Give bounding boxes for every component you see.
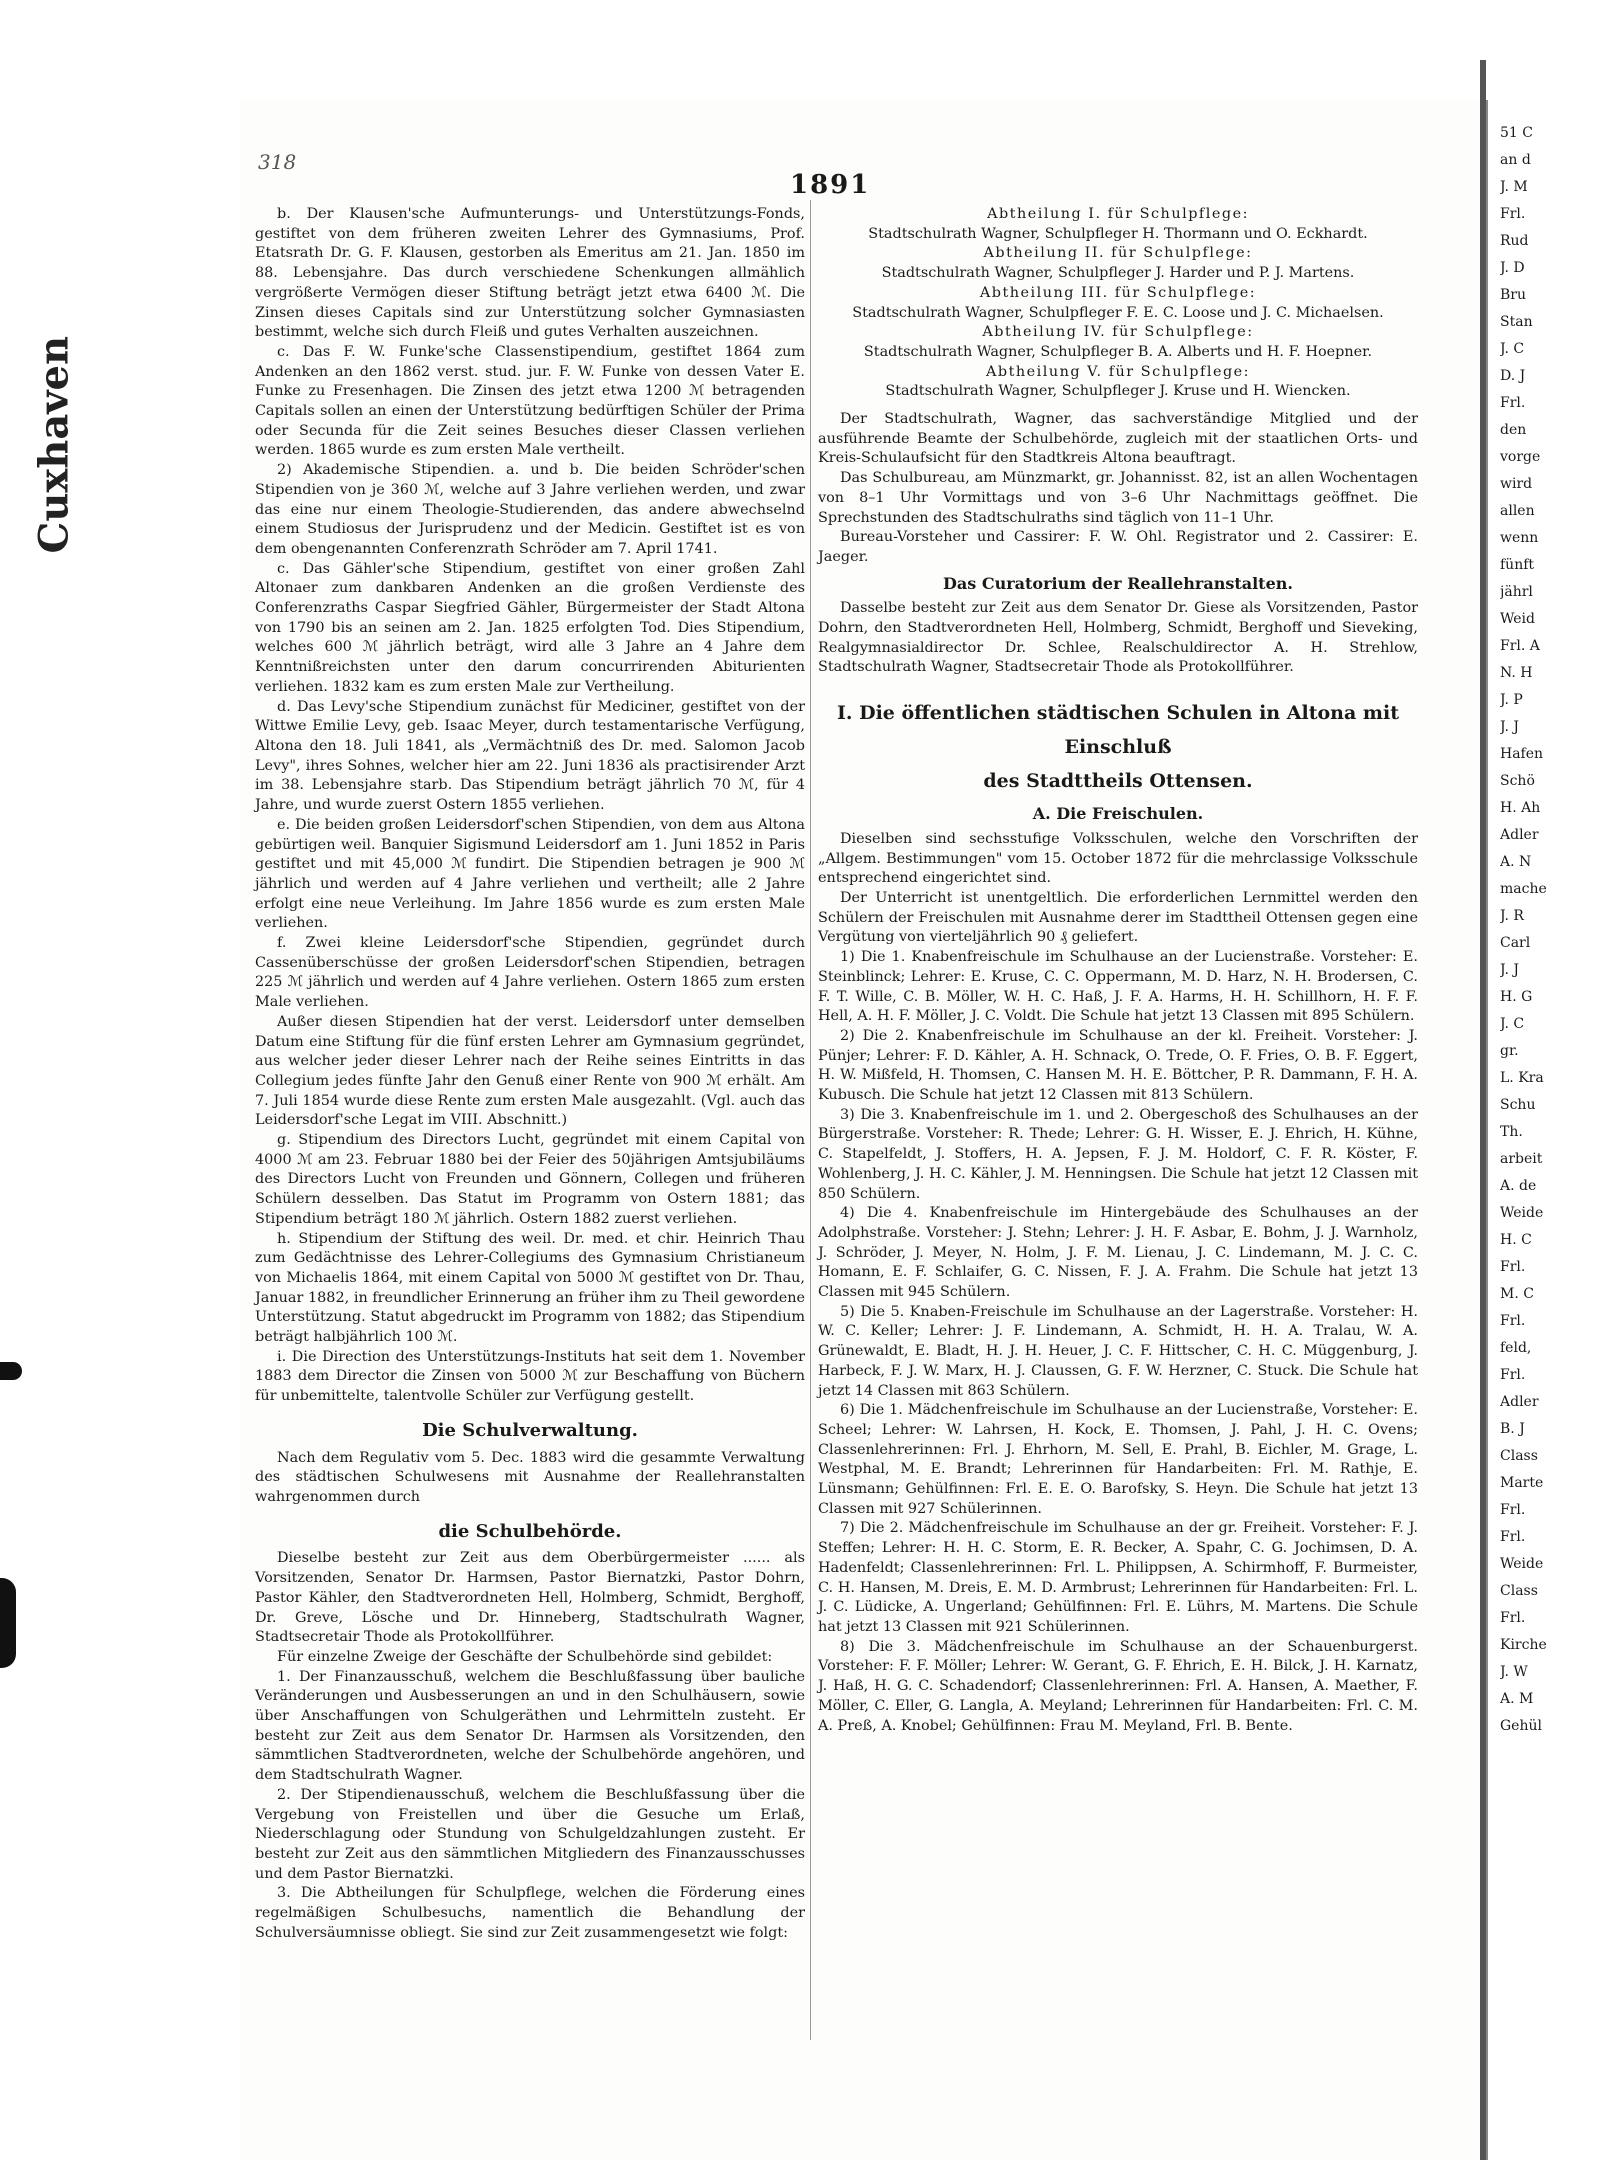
next-page-line: Hafen xyxy=(1500,746,1544,762)
next-page-line: A. de xyxy=(1500,1178,1537,1194)
next-page-line: Bru xyxy=(1500,287,1526,303)
next-page-line: H. Ah xyxy=(1500,800,1541,816)
next-page-line: mache xyxy=(1500,881,1547,897)
abtheilung-title: Abtheilung V. für Schulpflege: xyxy=(985,363,1251,380)
schulverwaltung-intro: Nach dem Regulativ vom 5. Dec. 1883 wird die gesammte Verwaltung des städtischen Schulwesens mit Ausnahme der Reallehranstalten wahrgenommen durch xyxy=(255,1449,805,1505)
paragraph: Dieselben sind sechsstufige Volksschulen, welche den Vorschriften der „Allgem. Bestimmungen" vom 15. October 1872 für die mehrclassige Volksschule entsprechend eingerichtet sind. xyxy=(818,830,1418,887)
paragraph: c. Das Gähler'sche Stipendium, gestiftet von einer großen Zahl Altonaer zum dankbaren Andenken an die großen Verdienste des Conferenzraths Caspar Siegfried Gähler, Bürgermeister der Stadt Altona von 1790 bis an seinen am 2. Jan. 1825 erfolgten Tod. Dies Stipendium, welches 600 ℳ jährlich beträgt, wird alle 3 Jahre an 4 Jahre dem Kenntnißreichsten unter den darum concurrirenden Abiturienten verliehen. 1832 kam es zum ersten Male zur Vertheilung. xyxy=(255,560,805,695)
next-page-line: feld, xyxy=(1500,1340,1532,1356)
next-page-line: L. Kra xyxy=(1500,1070,1544,1086)
section-heading-line2: des Stadttheils Ottensen. xyxy=(983,770,1253,793)
abtheilung-title: Abtheilung I. für Schulpflege: xyxy=(987,206,1249,222)
next-page-line: H. C xyxy=(1500,1232,1532,1248)
paragraph: e. Die beiden großen Leidersdorf'schen Stipendien, von dem aus Altona gebürtigen weil. Banquier Sigismund Leidersdorf am 1. Juni 1852 in Paris gestiftet und mit 45,000 ℳ fundirt. Die Stipendien betragen je 900 ℳ jährlich und werden auf 4 Jahre verliehen und vertheilt; alle 2 Jahre erfolgt eine neue Verleihung. Im Jahre 1856 wurde es zum ersten Male verliehen. xyxy=(255,816,805,932)
next-page-line: J. R xyxy=(1500,908,1524,924)
paragraph: h. Stipendium der Stiftung des weil. Dr. med. et chir. Heinrich Thau zum Gedächtnisse des Lehrer-Collegiums des Gymnasium Christianeum von Michaelis 1864, mit einem Capital von 5000 ℳ gestiftet von Dr. Thau, Januar 1882, in freundlicher Erinnerung an früher ihm zu Theil gewordene Unterstützung. Statut abgedruckt im Programm von 1882; das Stipendium beträgt halbjährlich 100 ℳ. xyxy=(255,1230,805,1346)
next-page-line: Frl. xyxy=(1500,206,1526,222)
paragraph: Der Unterricht ist unentgeltlich. Die erforderlichen Lernmittel werden den Schülern der Freischulen mit Ausnahme derer im Stadttheil Ottensen gegen eine Vergütung von vierteljährlich 90 ₰ geliefert. xyxy=(818,889,1418,946)
right-column xyxy=(818,205,1418,1736)
next-page-line: jährl xyxy=(1500,584,1533,600)
next-page-line: Weid xyxy=(1500,611,1535,627)
paragraph: b. Der Klausen'sche Aufmunterungs- und Unterstützungs-Fonds, gestiftet von dem früheren zweiten Lehrer des Gymnasiums, Prof. Etatsrath Dr. G. F. Klausen, gestorben als Emeritus am 21. Jan. 1850 im 88. Lebensjahre. Das durch verschiedene Schenkungen allmählich vergrößerte Vermögen dieser Stiftung beträgt jetzt etwa 6400 ℳ. Die Zinsen dieses Capitals sind zur Unterstützung solcher Gymnasiasten bestimmt, welche sich durch Fleiß und gutes Verhalten auszeichnen. xyxy=(255,206,805,341)
next-page-line: wird xyxy=(1500,476,1533,492)
next-page-line: wenn xyxy=(1500,530,1539,546)
paragraph: 2. Der Stipendienausschuß, welchem die Beschlußfassung über die Vergebung von Freistellen und über die Gesuche um Erlaß, Niederschlagung oder Stundung von Schulgeldzahlungen zusteht. Er besteht zur Zeit aus den sämmtlichen Mitgliedern des Finanzausschusses und dem Pastor Biernatzki. xyxy=(255,1786,805,1882)
next-page-line: J. C xyxy=(1500,1016,1525,1032)
next-page-line: Kirche xyxy=(1500,1637,1547,1653)
next-page-line: Carl xyxy=(1500,935,1531,951)
next-page-line: Frl. A xyxy=(1500,638,1540,654)
next-page-line: Frl. xyxy=(1500,395,1526,411)
next-page-line: Frl. xyxy=(1500,1610,1526,1626)
next-page-line: J. J xyxy=(1500,962,1520,978)
left-column xyxy=(255,205,805,1943)
next-page-line: Frl. xyxy=(1500,1367,1526,1383)
paragraph: d. Das Levy'sche Stipendium zunächst für Mediciner, gestiftet von der Wittwe Emilie Levy, geb. Isaac Meyer, durch testamentarische Verfügung, Altona den 18. Juli 1841, als „Vermächtniß des Dr. med. Salomon Jacob Levy", ihres Sohnes, welcher hier am 22. Juni 1836 als practisirender Arzt im 38. Lebensjahre starb. Das Stipendium beträgt jährlich 70 ℳ, für 4 Jahre, und wurde zuerst Ostern 1855 verliehen. xyxy=(255,698,805,814)
next-page-line: 51 C xyxy=(1500,125,1533,141)
next-page-line: Schö xyxy=(1500,773,1535,789)
next-page-line: den xyxy=(1500,422,1527,438)
abtheilung-members: Stadtschulrath Wagner, Schulpfleger B. A. Alberts und H. F. Hoepner. xyxy=(863,343,1373,360)
page-year-heading: 1891 xyxy=(790,170,871,200)
school-entry: 2) Die 2. Knabenfreischule im Schulhause an der kl. Freiheit. Vorsteher: J. Pünjer; Lehrer: F. D. Kähler, A. H. Schnack, O. Trede, O. F. Fries, O. B. F. Eggert, H. W. Mißfeld, H. Thomsen, C. Hansen M. H. E. Böttcher, P. R. Dammann, F. H. A. Kubusch. Die Schule hat jetzt 12 Classen mit 813 Schülern. xyxy=(818,1027,1418,1104)
schulbehoerde-heading: die Schulbehörde. xyxy=(438,1520,622,1542)
paragraph: 2) Akademische Stipendien. a. und b. Die beiden Schröder'schen Stipendien von je 360 ℳ, welche auf 3 Jahre verliehen werden, und zwar das eine nur einem Theologie-Studierenden, das andere abwechselnd einem Studiosus der Jurisprudenz und der Medicin. Gestiftet ist es von dem obengenannten Conferenzrath Schröder am 7. April 1741. xyxy=(255,462,805,557)
next-page-line: A. M xyxy=(1500,1691,1534,1707)
next-page-line: Frl. xyxy=(1500,1502,1526,1518)
next-page-line: Class xyxy=(1500,1583,1538,1599)
next-page-line: Adler xyxy=(1500,827,1539,843)
next-page-line: Marte xyxy=(1500,1475,1544,1491)
paragraph: Der Stadtschulrath, Wagner, das sachverständige Mitglied und der ausführende Beamte der Schulbehörde, zugleich mit der staatlichen Orts- und Kreis-Schulaufsicht für den Stadtkreis Altona beauftragt. xyxy=(818,411,1418,467)
paragraph: 1. Der Finanzausschuß, welchem die Beschlußfassung über bauliche Veränderungen und Ausbesserungen an und in den Schulhäusern, sowie über Anschaffungen von Schulgeräthen und Lehrmitteln zusteht. Er besteht zur Zeit aus dem Senator Dr. Harmsen als Vorsitzenden, den sämmtlichen Stadtverordneten, welche der Schulbehörde angehören, und dem Stadtschulrath Wagner. xyxy=(255,1668,805,1784)
next-page-line: arbeit xyxy=(1500,1151,1543,1167)
next-page-line: J. M xyxy=(1500,179,1528,195)
school-entry: 6) Die 1. Mädchenfreischule im Schulhause an der Lucienstraße, Vorsteher: E. Scheel; Lehrer: W. Lahrsen, H. Kock, E. Thomsen, J. Pahl, J. H. C. Ovens; Classenlehrerinnen: Frl. J. Ehrhorn, M. Sell, E. Prahl, B. Eichler, M. Grage, L. Westphal, M. E. Brandt; Lehrerinnen für Handarbeiten: Frl. M. Rathje, E. Lünsmann; Gehülfinnen: Frl. E. E. O. Barofsky, S. Heyn. Die Schule hat jetzt 13 Classen mit 927 Schülerinnen. xyxy=(818,1402,1418,1517)
paragraph: 3. Die Abtheilungen für Schulpflege, welchen die Förderung eines regelmäßigen Schulbesuchs, namentlich die Behandlung der Schulversäumnisse obliegt. Sie sind zur Zeit zusammengesetzt wie folgt: xyxy=(255,1885,805,1941)
next-page-line: H. G xyxy=(1500,989,1533,1005)
next-page-line: Frl. xyxy=(1500,1313,1526,1329)
next-page-line: Schu xyxy=(1500,1097,1536,1113)
school-entry: 4) Die 4. Knabenfreischule im Hintergebäude des Schulhauses an der Adolphstraße. Vorsteher: J. Stehn; Lehrer: J. H. F. Asbar, E. Bohm, J. J. Warnholz, J. Schröder, J. Meyer, N. Holm, J. F. M. Lienau, J. C. Lindemann, M. J. C. C. Homann, E. F. Schlaifer, G. C. Nissen, F. J. A. Frahm. Die Schule hat jetzt 13 Classen mit 945 Schülern. xyxy=(818,1205,1418,1301)
strip-label: Cuxhaven xyxy=(30,335,78,554)
next-page-line: N. H xyxy=(1500,665,1533,681)
schulverwaltung-heading: Die Schulverwaltung. xyxy=(422,1419,638,1441)
next-page-line: Frl. xyxy=(1500,1259,1526,1275)
paragraph: Dieselbe besteht zur Zeit aus dem Oberbürgermeister ...... als Vorsitzenden, Senator Dr. Harmsen, Pastor Biernatzki, Pastor Dohrn, Pastor Kähler, den Stadtverordneten Hell, Holmberg, Schmidt, Berghoff, Dr. Greve, Lösche und Dr. Hinneberg, Stadtschulrath Wagner, Stadtsecretair Thode als Protokollführer. xyxy=(255,1550,805,1646)
paragraph: f. Zwei kleine Leidersdorf'sche Stipendien, gegründet durch Cassenüberschüsse der großen Leidersdorf'schen Stipendien, betragen 225 ℳ jährlich und werden auf 4 Jahre verliehen. Ostern 1865 zum ersten Male verliehen. xyxy=(255,935,805,1011)
next-page-line: J. C xyxy=(1500,341,1525,357)
next-page-line: vorge xyxy=(1500,449,1541,465)
school-entry: 8) Die 3. Mädchenfreischule im Schulhause an der Schauenburgerst. Vorsteher: F. F. Möller; Lehrer: W. Gerant, G. F. Ehrich, E. H. Bilck, J. H. Karnatz, J. Haß, H. G. C. Schadendorf; Classenlehrerinnen: Frl. A. Hansen, A. Maether, F. Möller, C. Eller, G. Langla, A. Meyland; Lehrerinnen für Handarbeiten: Frl. C. M. A. Preß, A. Knobel; Gehülfinnen: Frau M. Meyland, Frl. B. Bente. xyxy=(818,1638,1418,1734)
next-page-line: A. N xyxy=(1500,854,1532,870)
next-page-line: J. D xyxy=(1500,260,1525,276)
next-page-line: an d xyxy=(1500,152,1531,168)
scan-mark-large xyxy=(0,1578,16,1668)
page-number: 318 xyxy=(258,150,297,174)
freischulen-heading: A. Die Freischulen. xyxy=(1032,804,1204,824)
school-entry: 1) Die 1. Knabenfreischule im Schulhause an der Lucienstraße. Vorsteher: E. Steinblinck; Lehrer: E. Kruse, C. C. Oppermann, M. D. Harz, N. H. Brodersen, C. F. T. Wille, C. B. Möller, W. H. C. Haß, J. F. A. Harms, H. H. Schillhorn, H. F. F. Hell, A. H. F. Möller, J. C. Voldt. Die Schule hat jetzt 13 Classen mit 895 Schülern. xyxy=(818,949,1418,1025)
column-divider xyxy=(810,200,811,2040)
scan-mark xyxy=(0,1362,22,1380)
abtheilung-title: Abtheilung II. für Schulpflege: xyxy=(983,245,1253,262)
abtheilung-title: Abtheilung IV. für Schulpflege: xyxy=(982,324,1254,341)
paragraph: g. Stipendium des Directors Lucht, gegründet mit einem Capital von 4000 ℳ am 23. Februar 1880 bei der Feier des 50jährigen Amtsjubiläums des Directors Lucht von Freunden und Gönnern, Collegen und früheren Schülern desselben. Das Statut im Programm von Ostern 1881; das Stipendium beträgt 180 ℳ jährlich. Ostern 1882 zuerst verliehen. xyxy=(255,1132,805,1227)
school-entry: 7) Die 2. Mädchenfreischule im Schulhause an der gr. Freiheit. Vorsteher: F. J. Steffen; Lehrer: H. H. C. Storm, E. R. Becker, A. Spahr, C. G. Jochimsen, D. A. Hadenfeldt; Classenlehrerinnen: Frl. L. Philippsen, A. Schirmhoff, F. Burmeister, C. H. Hansen, M. Dreis, E. M. D. Armbrust; Lehrerinnen für Handarbeiten: Frl. L. J. C. Lüdicke, A. Ungerland; Gehülfinnen: Frl. E. Lührs, M. Martens. Die Schule hat jetzt 13 Classen mit 921 Schülerinnen. xyxy=(818,1520,1418,1635)
paragraph: Bureau-Vorsteher und Cassirer: F. W. Ohl. Registrator und 2. Cassirer: E. Jaeger. xyxy=(818,529,1418,565)
abtheilung-members: Stadtschulrath Wagner, Schulpfleger H. Thormann und O. Eckhardt. xyxy=(868,225,1368,242)
section-heading-line1: I. Die öffentlichen städtischen Schulen in Altona mit Einschluß xyxy=(836,702,1399,759)
curatorium-heading: Das Curatorium der Reallehranstalten. xyxy=(943,573,1293,593)
next-page-line: M. C xyxy=(1500,1286,1534,1302)
next-page-line: B. J xyxy=(1500,1421,1525,1437)
next-page-line: gr. xyxy=(1500,1043,1519,1059)
abtheilung-members: Stadtschulrath Wagner, Schulpfleger F. E. C. Loose und J. C. Michaelsen. xyxy=(852,304,1384,321)
school-entry: 3) Die 3. Knabenfreischule im 1. und 2. Obergeschoß des Schulhauses an der Bürgerstraße. Vorsteher: R. Thede; Lehrer: G. H. Wisser, E. J. Ehrich, H. Kühne, C. Stapelfeldt, J. Stoffers, H. A. Jepsen, F. J. M. Holdorf, C. F. R. Köster, F. Wohlenberg, J. H. C. Kähler, J. M. Henningsen. Die Schule hat jetzt 12 Classen mit 850 Schülern. xyxy=(818,1106,1418,1202)
abtheilung-members: Stadtschulrath Wagner, Schulpfleger J. Harder und P. J. Martens. xyxy=(881,265,1355,282)
paragraph: Außer diesen Stipendien hat der verst. Leidersdorf unter demselben Datum eine Stiftung für die fünf ersten Lehrer am Gymnasium gegründet, aus welcher jeder dieser Lehrer nach der Reihe seines Eintritts in das Collegium jedes fünfte Jahr den Genuß einer Rente von 900 ℳ erhält. Am 7. Juli 1854 wurde diese Rente zum ersten Male ausgezahlt. (Vgl. auch das Leidersdorf'sche Legat im VIII. Abschnitt.) xyxy=(255,1013,805,1129)
next-page-line: J. J xyxy=(1500,719,1520,735)
paragraph: Für einzelne Zweige der Geschäfte der Schulbehörde sind gebildet: xyxy=(277,1648,773,1665)
next-page-fragment xyxy=(1500,120,1600,2160)
next-page-line: allen xyxy=(1500,503,1535,519)
page-edge xyxy=(1480,60,1486,2160)
next-page-line: fünft xyxy=(1500,557,1535,573)
left-scan-strip xyxy=(0,0,78,2177)
section-heading xyxy=(818,696,1418,798)
next-page-line: Adler xyxy=(1500,1394,1539,1410)
next-page-line: J. W xyxy=(1500,1664,1528,1680)
abtheilung-members: Stadtschulrath Wagner, Schulpfleger J. Kruse und H. Wiencken. xyxy=(885,383,1351,400)
next-page-line: Weide xyxy=(1500,1556,1544,1572)
school-entry: 5) Die 5. Knaben-Freischule im Schulhause an der Lagerstraße. Vorsteher: H. W. C. Keller; Lehrer: J. F. Lindemann, A. Schmidt, H. H. A. Tralau, W. A. Grünewaldt, E. Bladt, H. J. H. Heuer, J. C. F. Hittscher, C. H. C. Müggenburg, J. Harbeck, F. J. W. Marx, H. J. Claussen, G. F. W. Herzner, C. Stuck. Die Schule hat jetzt 14 Classen mit 863 Schülern. xyxy=(818,1303,1418,1399)
paragraph: i. Die Direction des Unterstützungs-Instituts hat seit dem 1. November 1883 dem Director die Zinsen von 5000 ℳ zur Beschaffung von Büchern für unbemittelte, talentvolle Schüler zur Verfügung gestellt. xyxy=(255,1348,805,1405)
next-page-line: Weide xyxy=(1500,1205,1544,1221)
next-page-line: J. P xyxy=(1500,692,1523,708)
paragraph: Dasselbe besteht zur Zeit aus dem Senator Dr. Giese als Vorsitzenden, Pastor Dohrn, den Stadtverordneten Hell, Holmberg, Schmidt, Berghoff und Sieveking, Realgymnasialdirector Dr. Schlee, Realschuldirector A. H. Strehlow, Stadtschulrath Wagner, Stadtsecretair Thode als Protokollführer. xyxy=(818,600,1418,676)
abtheilung-title: Abtheilung III. für Schulpflege: xyxy=(979,284,1257,301)
next-page-line: Frl. xyxy=(1500,1529,1526,1545)
next-page-line: Stan xyxy=(1500,314,1533,330)
next-page-line: Th. xyxy=(1500,1124,1523,1140)
next-page-line: Gehül xyxy=(1500,1718,1542,1734)
next-page-line: D. J xyxy=(1500,368,1526,384)
paragraph: c. Das F. W. Funke'sche Classenstipendium, gestiftet 1864 zum Andenken an den 1862 verst. stud. jur. F. W. Funke von dessen Vater E. Funke zu Fresenhagen. Die Zinsen des jetzt etwa 1200 ℳ betragenden Capitals sollen an einen der Unterstützung bedürftigen Schüler der Prima oder Secunda für die Zeit seines Besuches dieser Classen verliehen werden. 1865 wurde es zum ersten Male vertheilt. xyxy=(255,343,805,459)
next-page-line: Rud xyxy=(1500,233,1529,249)
paragraph: Das Schulbureau, am Münzmarkt, gr. Johannisst. 82, ist an allen Wochentagen von 8–1 Uhr Vormittags und von 3–6 Uhr Nachmittags geöffnet. Die Sprechstunden des Stadtschulraths sind täglich von 11–1 Uhr. xyxy=(818,470,1418,526)
next-page-line: Class xyxy=(1500,1448,1538,1464)
